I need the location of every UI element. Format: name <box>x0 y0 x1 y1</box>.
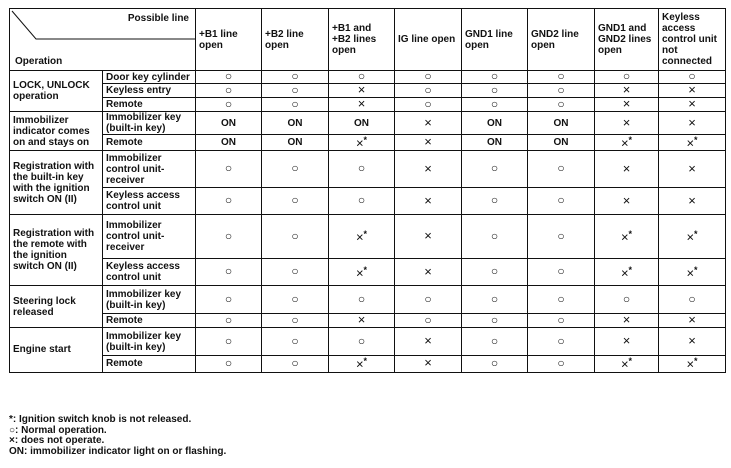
result-cell <box>659 112 726 135</box>
does-not-operate-icon: × <box>688 333 696 349</box>
does-not-operate-icon: × <box>686 264 695 280</box>
normal-operation-icon: ○ <box>224 97 233 111</box>
table-body <box>10 71 726 373</box>
operation-cell: Immobilizer indicator comes on and stays on <box>10 112 103 151</box>
result-cell <box>659 314 726 328</box>
normal-operation-icon: ○ <box>424 83 432 97</box>
normal-operation-icon: ○ <box>557 97 565 111</box>
normal-operation-icon: ○ <box>357 193 366 208</box>
result-cell <box>659 286 726 314</box>
table-row <box>10 112 726 135</box>
result-cell <box>329 84 395 98</box>
result-cell <box>659 215 726 259</box>
normal-operation-icon: ○ <box>490 333 499 348</box>
result-cell: ON <box>462 112 528 135</box>
does-not-operate-icon: × <box>686 356 695 372</box>
condition-cell: Remote <box>103 98 196 112</box>
table-row <box>10 314 726 328</box>
note-circle: ○: Normal operation. <box>9 424 107 436</box>
result-cell <box>462 84 528 98</box>
header-row <box>10 9 726 71</box>
normal-operation-icon: ○ <box>557 228 565 243</box>
result-cell <box>196 215 262 259</box>
column-header: GND1 line open <box>462 9 528 71</box>
table-row <box>10 188 726 215</box>
normal-operation-icon: ○ <box>490 161 499 176</box>
result-cell <box>395 151 462 188</box>
table-row <box>10 84 726 98</box>
does-not-operate-icon: × <box>686 229 695 245</box>
does-not-operate-icon: × <box>424 114 432 130</box>
result-cell <box>595 151 659 188</box>
result-cell: ON <box>462 135 528 151</box>
condition-cell: Immobilizer key (built-in key) <box>103 286 196 314</box>
result-cell: ON <box>262 135 329 151</box>
result-cell <box>528 215 595 259</box>
result-cell <box>262 356 329 372</box>
result-cell <box>595 188 659 215</box>
result-cell <box>528 188 595 215</box>
result-cell <box>462 328 528 356</box>
normal-operation-icon: ○ <box>557 161 565 176</box>
does-not-operate-icon: × <box>688 192 696 208</box>
result-cell <box>196 328 262 356</box>
result-cell <box>196 98 262 112</box>
result-cell <box>262 215 329 259</box>
result-cell <box>462 259 528 286</box>
result-cell <box>196 314 262 328</box>
result-cell <box>462 356 528 372</box>
normal-operation-icon: ○ <box>490 228 499 243</box>
result-cell <box>528 71 595 84</box>
asterisk-mark: * <box>628 229 633 240</box>
normal-operation-icon: ○ <box>291 264 299 279</box>
result-cell <box>262 98 329 112</box>
table-row <box>10 286 726 314</box>
normal-operation-icon: ○ <box>224 228 233 243</box>
normal-operation-icon: ○ <box>490 355 499 370</box>
column-header: GND2 line open <box>528 9 595 71</box>
does-not-operate-icon: × <box>622 333 631 349</box>
does-not-operate-icon: × <box>620 356 629 372</box>
column-header: GND1 and GND2 lines open <box>595 9 659 71</box>
does-not-operate-icon: × <box>622 114 631 130</box>
result-cell <box>395 188 462 215</box>
does-not-operate-icon: × <box>424 228 432 244</box>
normal-operation-icon: ○ <box>291 355 299 370</box>
line-open-diagnosis-table <box>9 8 726 373</box>
does-not-operate-icon: × <box>620 229 629 245</box>
normal-operation-icon: ○ <box>357 161 366 176</box>
result-cell <box>395 215 462 259</box>
normal-operation-icon: ○ <box>688 70 696 83</box>
does-not-operate-icon: × <box>424 160 432 176</box>
normal-operation-icon: ○ <box>557 355 565 370</box>
normal-operation-icon: ○ <box>557 83 565 97</box>
does-not-operate-icon: × <box>355 135 364 151</box>
table-row <box>10 98 726 112</box>
result-cell <box>262 286 329 314</box>
normal-operation-icon: ○ <box>557 193 565 208</box>
operation-label: Operation <box>15 56 63 67</box>
result-cell <box>196 286 262 314</box>
result-cell <box>329 328 395 356</box>
normal-operation-icon: ○ <box>424 291 432 306</box>
normal-operation-icon: ○ <box>357 333 366 348</box>
result-cell <box>395 286 462 314</box>
does-not-operate-icon: × <box>357 97 366 111</box>
column-header: +B1 line open <box>196 9 262 71</box>
result-cell <box>329 356 395 372</box>
result-cell <box>595 259 659 286</box>
condition-cell: Immobilizer key (built-in key) <box>103 112 196 135</box>
asterisk-mark: * <box>628 356 633 367</box>
normal-operation-icon: ○ <box>224 70 233 83</box>
table-row <box>10 151 726 188</box>
result-cell <box>329 151 395 188</box>
does-not-operate-icon: × <box>424 355 432 371</box>
column-header: IG line open <box>395 9 462 71</box>
normal-operation-icon: ○ <box>291 70 299 83</box>
result-cell <box>528 314 595 328</box>
result-cell <box>262 151 329 188</box>
result-cell <box>395 356 462 372</box>
corner-header-cell <box>10 9 196 71</box>
result-cell <box>395 135 462 151</box>
result-cell <box>395 259 462 286</box>
normal-operation-icon: ○ <box>291 313 299 327</box>
result-cell <box>395 328 462 356</box>
does-not-operate-icon: × <box>424 333 432 349</box>
result-cell: ON <box>329 112 395 135</box>
condition-cell: Remote <box>103 356 196 372</box>
condition-cell: Immobilizer control unit-receiver <box>103 215 196 259</box>
result-cell <box>329 286 395 314</box>
result-cell <box>196 84 262 98</box>
result-cell <box>528 151 595 188</box>
does-not-operate-icon: × <box>688 114 696 130</box>
result-cell <box>329 259 395 286</box>
result-cell: ON <box>196 112 262 135</box>
does-not-operate-icon: × <box>357 313 366 328</box>
result-cell <box>395 98 462 112</box>
normal-operation-icon: ○ <box>291 193 299 208</box>
asterisk-mark: * <box>628 264 633 275</box>
result-cell: ON <box>196 135 262 151</box>
normal-operation-icon: ○ <box>224 264 233 279</box>
condition-cell: Door key cylinder <box>103 71 196 84</box>
result-cell <box>196 188 262 215</box>
table-row <box>10 328 726 356</box>
result-cell <box>196 259 262 286</box>
normal-operation-icon: ○ <box>291 291 299 306</box>
does-not-operate-icon: × <box>688 313 696 328</box>
result-cell <box>329 98 395 112</box>
result-cell <box>659 259 726 286</box>
result-cell <box>595 84 659 98</box>
does-not-operate-icon: × <box>622 83 631 97</box>
result-cell <box>595 135 659 151</box>
does-not-operate-icon: × <box>688 160 696 176</box>
result-cell <box>659 188 726 215</box>
condition-cell: Remote <box>103 314 196 328</box>
result-cell <box>595 314 659 328</box>
does-not-operate-icon: × <box>686 135 695 151</box>
does-not-operate-icon: × <box>424 134 432 150</box>
normal-operation-icon: ○ <box>291 83 299 97</box>
does-not-operate-icon: × <box>620 135 629 151</box>
result-cell <box>595 112 659 135</box>
result-cell <box>595 328 659 356</box>
result-cell <box>462 314 528 328</box>
normal-operation-icon: ○ <box>490 70 499 83</box>
condition-cell: Keyless access control unit <box>103 259 196 286</box>
result-cell <box>659 328 726 356</box>
note-cross: ×: does not operate. <box>9 435 105 446</box>
result-cell <box>262 328 329 356</box>
column-header: +B1 and +B2 lines open <box>329 9 395 71</box>
result-cell <box>528 286 595 314</box>
does-not-operate-icon: × <box>355 264 364 280</box>
result-cell <box>462 188 528 215</box>
does-not-operate-icon: × <box>355 356 364 372</box>
normal-operation-icon: ○ <box>490 83 499 97</box>
normal-operation-icon: ○ <box>490 313 499 327</box>
result-cell <box>196 71 262 84</box>
asterisk-mark: * <box>694 229 698 240</box>
does-not-operate-icon: × <box>622 160 631 176</box>
result-cell <box>262 84 329 98</box>
asterisk-mark: * <box>694 356 698 367</box>
result-cell <box>659 71 726 84</box>
possible-line-label: Possible line <box>127 13 189 24</box>
table-row <box>10 356 726 372</box>
result-cell <box>462 98 528 112</box>
result-cell <box>329 188 395 215</box>
result-cell <box>329 135 395 151</box>
normal-operation-icon: ○ <box>224 291 233 306</box>
result-cell <box>262 259 329 286</box>
column-header: Keyless access control unit not connected <box>659 9 726 71</box>
does-not-operate-icon: × <box>622 97 631 111</box>
column-header: +B2 line open <box>262 9 329 71</box>
does-not-operate-icon: × <box>622 192 631 208</box>
does-not-operate-icon: × <box>688 97 696 111</box>
operation-cell: LOCK, UNLOCK operation <box>10 71 103 112</box>
condition-cell: Keyless access control unit <box>103 188 196 215</box>
condition-cell: Immobilizer key (built-in key) <box>103 328 196 356</box>
result-cell: ON <box>528 135 595 151</box>
normal-operation-icon: ○ <box>557 70 565 83</box>
normal-operation-icon: ○ <box>622 291 631 306</box>
result-cell <box>659 151 726 188</box>
legend-notes <box>9 415 226 457</box>
result-cell <box>262 188 329 215</box>
asterisk-mark: * <box>363 135 368 145</box>
normal-operation-icon: ○ <box>357 70 366 83</box>
normal-operation-icon: ○ <box>557 264 565 279</box>
asterisk-mark: * <box>628 135 633 145</box>
normal-operation-icon: ○ <box>291 333 299 348</box>
result-cell <box>329 215 395 259</box>
does-not-operate-icon: × <box>355 229 364 245</box>
table-row <box>10 215 726 259</box>
normal-operation-icon: ○ <box>424 313 432 327</box>
does-not-operate-icon: × <box>620 264 629 280</box>
normal-operation-icon: ○ <box>490 291 499 306</box>
normal-operation-icon: ○ <box>291 97 299 111</box>
result-cell <box>395 84 462 98</box>
condition-cell: Remote <box>103 135 196 151</box>
normal-operation-icon: ○ <box>490 97 499 111</box>
operation-cell: Engine start <box>10 328 103 372</box>
result-cell <box>659 84 726 98</box>
asterisk-mark: * <box>363 264 368 275</box>
result-cell <box>462 215 528 259</box>
normal-operation-icon: ○ <box>224 355 233 370</box>
result-cell <box>329 314 395 328</box>
normal-operation-icon: ○ <box>622 70 631 83</box>
does-not-operate-icon: × <box>622 313 631 328</box>
normal-operation-icon: ○ <box>424 70 432 83</box>
table-row <box>10 71 726 84</box>
result-cell <box>395 71 462 84</box>
normal-operation-icon: ○ <box>688 291 696 306</box>
result-cell <box>595 286 659 314</box>
normal-operation-icon: ○ <box>224 333 233 348</box>
result-cell <box>528 84 595 98</box>
operation-cell: Registration with the built-in key with the ignition switch ON (II) <box>10 151 103 215</box>
result-cell <box>528 259 595 286</box>
does-not-operate-icon: × <box>688 83 696 97</box>
note-asterisk: *: Ignition switch knob is not released. <box>9 414 192 425</box>
result-cell <box>659 98 726 112</box>
result-cell <box>595 71 659 84</box>
result-cell <box>196 356 262 372</box>
result-cell <box>659 135 726 151</box>
result-cell <box>528 98 595 112</box>
operation-cell: Registration with the remote with the ignition switch ON (II) <box>10 215 103 286</box>
result-cell <box>462 71 528 84</box>
normal-operation-icon: ○ <box>291 161 299 176</box>
result-cell <box>659 356 726 372</box>
result-cell <box>528 356 595 372</box>
normal-operation-icon: ○ <box>490 193 499 208</box>
normal-operation-icon: ○ <box>557 333 565 348</box>
result-cell <box>595 215 659 259</box>
result-cell <box>262 71 329 84</box>
does-not-operate-icon: × <box>424 192 432 208</box>
result-cell <box>462 286 528 314</box>
condition-cell: Keyless entry <box>103 84 196 98</box>
result-cell: ON <box>528 112 595 135</box>
normal-operation-icon: ○ <box>224 313 233 327</box>
operation-cell: Steering lock released <box>10 286 103 328</box>
result-cell <box>262 314 329 328</box>
normal-operation-icon: ○ <box>224 193 233 208</box>
normal-operation-icon: ○ <box>490 264 499 279</box>
result-cell <box>395 112 462 135</box>
result-cell <box>595 98 659 112</box>
does-not-operate-icon: × <box>424 263 432 279</box>
result-cell <box>196 151 262 188</box>
normal-operation-icon: ○ <box>557 313 565 327</box>
note-on: ON: immobilizer indicator light on or flashing. <box>9 445 227 457</box>
does-not-operate-icon: × <box>357 83 366 97</box>
result-cell <box>462 151 528 188</box>
asterisk-mark: * <box>694 135 698 145</box>
normal-operation-icon: ○ <box>357 291 366 306</box>
normal-operation-icon: ○ <box>224 161 233 176</box>
condition-cell: Immobilizer control unit-receiver <box>103 151 196 188</box>
table-row <box>10 135 726 151</box>
result-cell: ON <box>262 112 329 135</box>
result-cell <box>329 71 395 84</box>
normal-operation-icon: ○ <box>424 97 432 111</box>
asterisk-mark: * <box>363 356 368 367</box>
normal-operation-icon: ○ <box>291 228 299 243</box>
asterisk-mark: * <box>694 264 698 275</box>
result-cell <box>595 356 659 372</box>
result-cell <box>395 314 462 328</box>
table-row <box>10 259 726 286</box>
normal-operation-icon: ○ <box>557 291 565 306</box>
normal-operation-icon: ○ <box>224 83 233 97</box>
asterisk-mark: * <box>363 229 368 240</box>
result-cell <box>528 328 595 356</box>
